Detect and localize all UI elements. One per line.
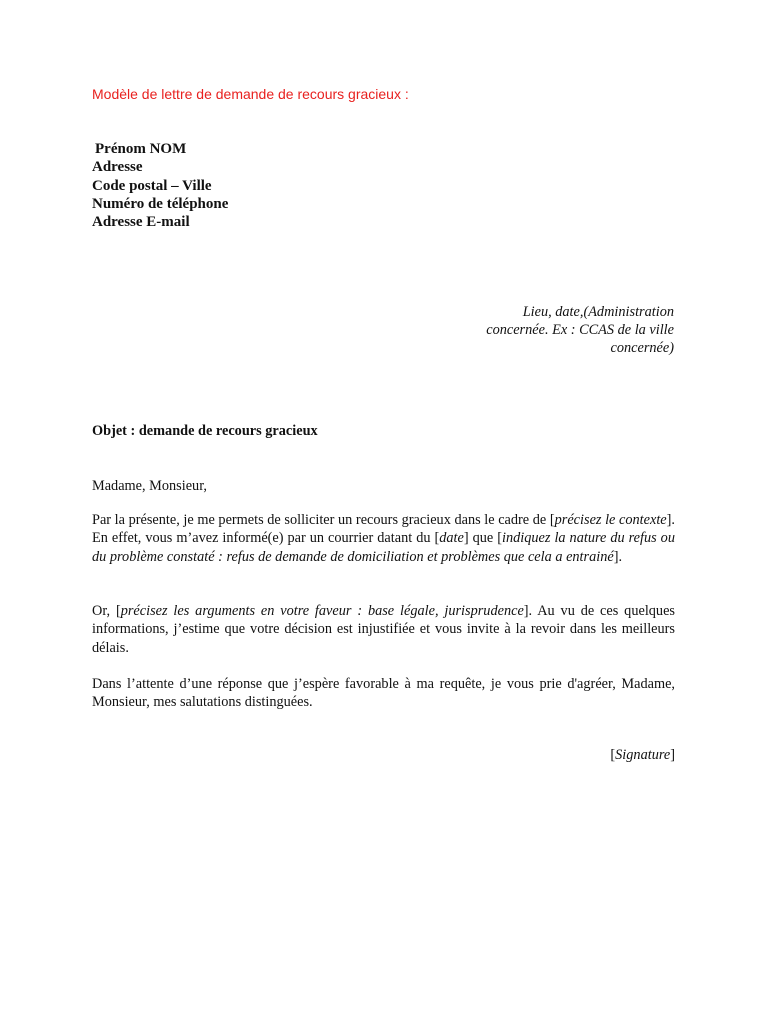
document-heading: Modèle de lettre de demande de recours gracieux : bbox=[92, 86, 409, 102]
text-run: ]. En effet, vous m’avez informé(e) par un courrier datant du [ bbox=[92, 512, 675, 547]
paragraph-arguments bbox=[92, 602, 675, 657]
placeholder-date: date bbox=[439, 530, 464, 547]
text-run: ] que [ bbox=[463, 530, 503, 547]
place-date-block bbox=[414, 303, 674, 357]
place-date-line: concernée) bbox=[610, 340, 674, 356]
signature-placeholder bbox=[610, 747, 675, 764]
text-run: Par la présente, je me permets de solliciter un recours gracieux dans le cadre de [ bbox=[92, 512, 555, 528]
sender-block bbox=[92, 140, 228, 231]
sender-address: Adresse bbox=[92, 159, 143, 176]
placeholder-context: précisez le contexte bbox=[554, 512, 667, 528]
signature-label: Signature bbox=[615, 747, 671, 763]
bracket: ] bbox=[670, 747, 675, 763]
paragraph-context bbox=[92, 511, 675, 566]
sender-phone: Numéro de téléphone bbox=[92, 195, 229, 212]
placeholder-arguments: précisez les arguments en votre faveur : base légale, jurisprudence bbox=[120, 603, 524, 619]
text-run: ]. Au vu de ces quelques informations, j’estime que votre décision est injustifiée et vous invite à la revoir dans les meilleurs délais. bbox=[92, 603, 675, 656]
bracket: [ bbox=[610, 747, 616, 763]
salutation: Madame, Monsieur, bbox=[92, 478, 207, 494]
sender-email: Adresse E-mail bbox=[92, 214, 190, 231]
text-run: Or, [ bbox=[92, 603, 121, 619]
letter-object: Objet : demande de recours gracieux bbox=[92, 423, 318, 439]
sender-city: Code postal – Ville bbox=[92, 177, 212, 194]
place-date-line: concernée. Ex : CCAS de la ville bbox=[486, 322, 674, 338]
place-date-line: Lieu, date,(Administration bbox=[522, 304, 674, 320]
paragraph-closing: Dans l’attente d’une réponse que j’espère favorable à ma requête, je vous prie d'agréer, Madame, Monsieur, mes salutations distinguées. bbox=[92, 676, 675, 711]
text-run: ]. bbox=[613, 548, 623, 565]
sender-name: Prénom NOM bbox=[95, 141, 187, 157]
placeholder-refusal: indiquez la nature du refus ou du problème constaté : refus de demande de domiciliation et problèmes que cela a entrainé bbox=[92, 530, 675, 565]
